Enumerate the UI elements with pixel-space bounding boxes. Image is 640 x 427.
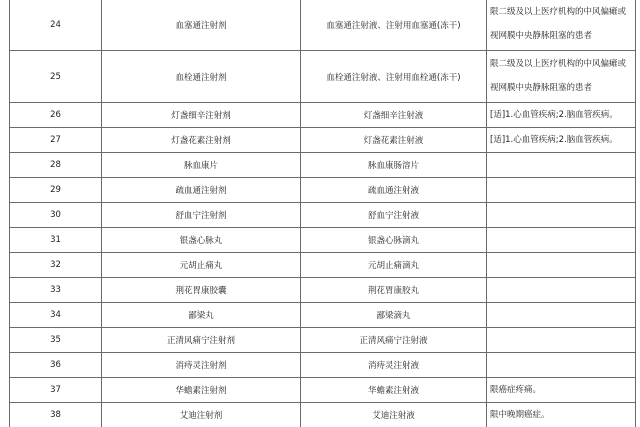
row-number: 32 bbox=[10, 253, 102, 278]
restriction-note bbox=[487, 103, 636, 128]
dosage-form: 银盏心脉滴丸 bbox=[301, 228, 487, 253]
table-row bbox=[10, 0, 636, 51]
table-row bbox=[10, 353, 636, 378]
drug-name: 华蟾素注射剂 bbox=[102, 378, 301, 403]
restriction-note bbox=[487, 303, 636, 328]
restriction-note bbox=[487, 0, 636, 51]
dosage-form: 疏血通注射液 bbox=[301, 178, 487, 203]
restriction-note-line: [适]1.心血管疾病;2.脑血管疾病。 bbox=[490, 134, 618, 145]
dosage-form: 脉血康肠溶片 bbox=[301, 153, 487, 178]
table-row bbox=[10, 228, 636, 253]
restriction-note bbox=[487, 378, 636, 403]
row-number: 30 bbox=[10, 203, 102, 228]
restriction-note bbox=[487, 51, 636, 103]
table-body bbox=[10, 0, 636, 427]
drug-name: 消痔灵注射剂 bbox=[102, 353, 301, 378]
row-number: 33 bbox=[10, 278, 102, 303]
dosage-form: 元胡止痛滴丸 bbox=[301, 253, 487, 278]
restriction-note bbox=[487, 178, 636, 203]
row-number: 36 bbox=[10, 353, 102, 378]
restriction-note bbox=[487, 203, 636, 228]
dosage-form: 灯盏细辛注射液 bbox=[301, 103, 487, 128]
drug-name: 鄙梁丸 bbox=[102, 303, 301, 328]
drug-name: 灯盏细辛注射剂 bbox=[102, 103, 301, 128]
row-number: 29 bbox=[10, 178, 102, 203]
restriction-note bbox=[487, 228, 636, 253]
row-number: 26 bbox=[10, 103, 102, 128]
restriction-note-line: 限癌症疼痛。 bbox=[490, 384, 542, 395]
restriction-note-line: 限二级及以上医疗机构的中风偏瘫或 bbox=[490, 7, 627, 17]
row-number: 28 bbox=[10, 153, 102, 178]
row-number: 34 bbox=[10, 303, 102, 328]
drug-name: 灯盏花素注射剂 bbox=[102, 128, 301, 153]
drug-catalog-table bbox=[9, 0, 636, 427]
table-row bbox=[10, 253, 636, 278]
dosage-form: 血塞通注射液、注射用血塞通(冻干) bbox=[301, 0, 487, 51]
drug-name: 脉血康片 bbox=[102, 153, 301, 178]
table-row bbox=[10, 378, 636, 403]
table-row bbox=[10, 128, 636, 153]
restriction-note-line: 视网膜中央静脉阻塞的患者 bbox=[490, 31, 593, 41]
restriction-note bbox=[487, 278, 636, 303]
drug-name: 艾迪注射剂 bbox=[102, 403, 301, 427]
table-row bbox=[10, 303, 636, 328]
table-row bbox=[10, 153, 636, 178]
row-number: 37 bbox=[10, 378, 102, 403]
restriction-note bbox=[487, 353, 636, 378]
dosage-form: 艾迪注射液 bbox=[301, 403, 487, 427]
drug-name: 疏血通注射剂 bbox=[102, 178, 301, 203]
table-row bbox=[10, 328, 636, 353]
restriction-note-line: 限中晚期癌症。 bbox=[490, 409, 550, 420]
table-row bbox=[10, 51, 636, 103]
restriction-note bbox=[487, 128, 636, 153]
table-row bbox=[10, 403, 636, 427]
row-number: 25 bbox=[10, 51, 102, 103]
restriction-note-line: 视网膜中央静脉阻塞的患者 bbox=[490, 83, 593, 93]
dosage-form: 华蟾素注射液 bbox=[301, 378, 487, 403]
table-row bbox=[10, 203, 636, 228]
row-number: 24 bbox=[10, 0, 102, 51]
drug-name: 正清风痛宁注射剂 bbox=[102, 328, 301, 353]
row-number: 38 bbox=[10, 403, 102, 427]
row-number: 31 bbox=[10, 228, 102, 253]
restriction-note bbox=[487, 403, 636, 427]
dosage-form: 消痔灵注射液 bbox=[301, 353, 487, 378]
restriction-note bbox=[487, 153, 636, 178]
table-row bbox=[10, 178, 636, 203]
drug-name: 元胡止痛丸 bbox=[102, 253, 301, 278]
dosage-form: 正清风痛宁注射液 bbox=[301, 328, 487, 353]
dosage-form: 鄙梁滴丸 bbox=[301, 303, 487, 328]
drug-name: 荆花胃康胶囊 bbox=[102, 278, 301, 303]
restriction-note-line: [适]1.心血管疾病;2.脑血管疾病。 bbox=[490, 109, 618, 120]
drug-name: 银盏心脉丸 bbox=[102, 228, 301, 253]
dosage-form: 荆花胃康胶丸 bbox=[301, 278, 487, 303]
row-number: 35 bbox=[10, 328, 102, 353]
table-row bbox=[10, 103, 636, 128]
restriction-note bbox=[487, 328, 636, 353]
restriction-note-line: 限二级及以上医疗机构的中风偏瘫或 bbox=[490, 59, 627, 69]
table-row bbox=[10, 278, 636, 303]
dosage-form: 灯盏花素注射液 bbox=[301, 128, 487, 153]
dosage-form: 血栓通注射液、注射用血栓通(冻干) bbox=[301, 51, 487, 103]
row-number: 27 bbox=[10, 128, 102, 153]
restriction-note bbox=[487, 253, 636, 278]
drug-name: 血塞通注射剂 bbox=[102, 0, 301, 51]
drug-name: 血栓通注射剂 bbox=[102, 51, 301, 103]
drug-name: 舒血宁注射剂 bbox=[102, 203, 301, 228]
dosage-form: 舒血宁注射液 bbox=[301, 203, 487, 228]
